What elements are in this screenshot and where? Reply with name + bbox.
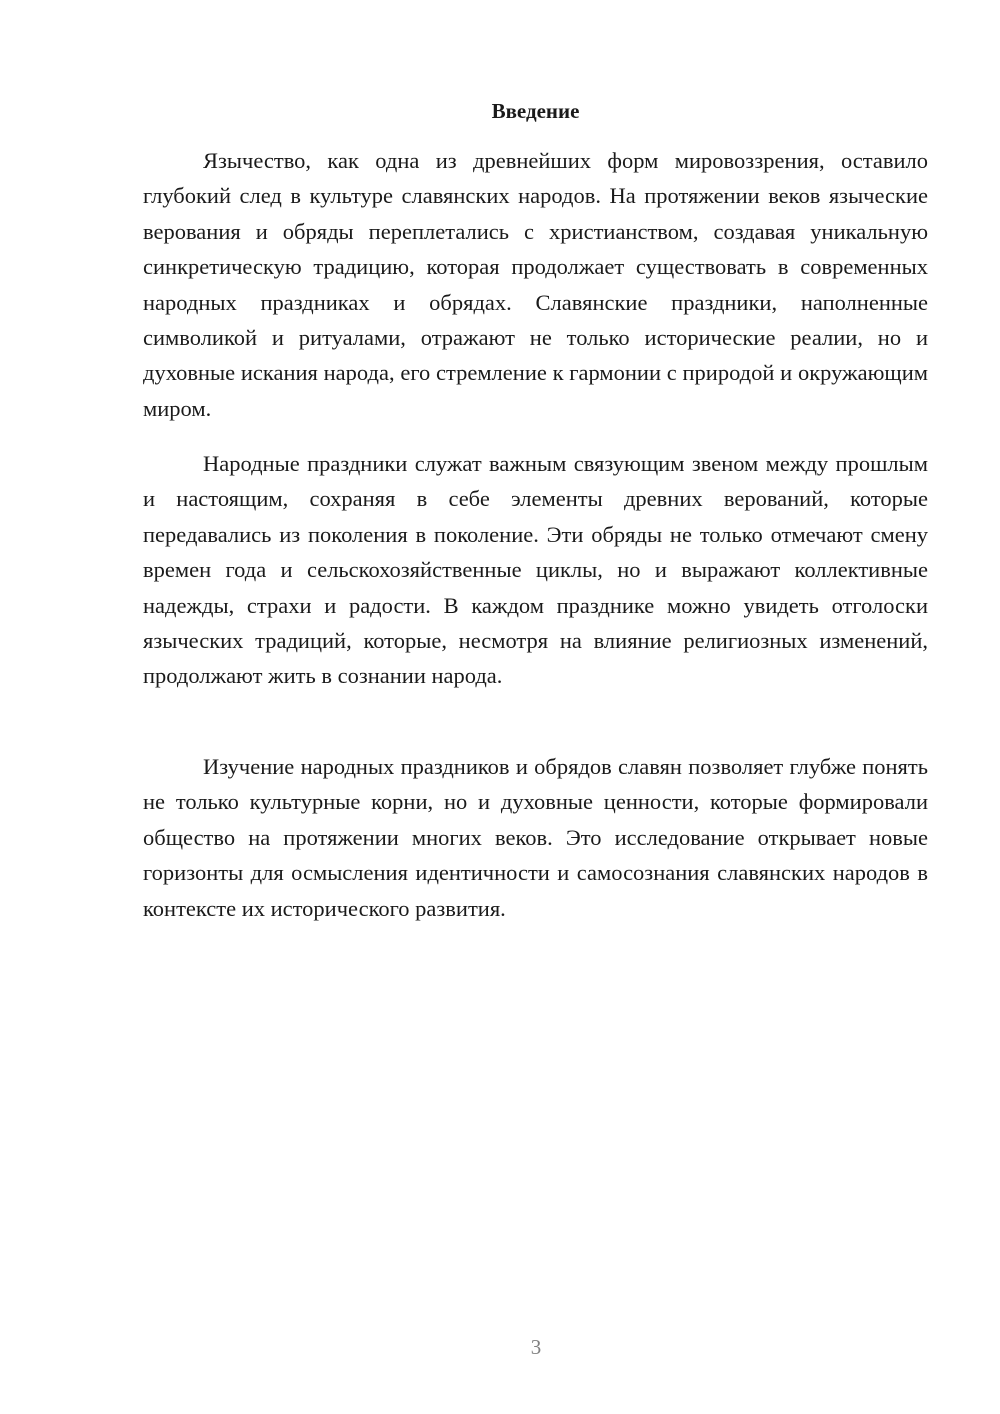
paragraph-1: Язычество, как одна из древнейших форм мировоззрения, оставило глубокий след в культуре славянских народов. На протяжении веков языческие верования и обряды переплетались с христианством, создавая уникальную синкретическую традицию, которая продолжает существовать в современных народных праздниках и обрядах. Славянские праздники, наполненные символикой и ритуалами, отражают не только исторические реалии, но и духовные искания народа, его стремление к гармонии с природой и окружающим миром.	[143, 148, 928, 421]
page-title: Введение	[491, 99, 580, 123]
page-number: 3	[530, 1335, 542, 1359]
paragraph-3: Изучение народных праздников и обрядов славян позволяет глубже понять не только культурные корни, но и духовные ценности, которые формировали общество на протяжении многих веков. Это исследование открывает новые горизонты для осмысления идентичности и самосознания славянских народов в контексте их исторического развития.	[143, 754, 928, 921]
paragraph-2: Народные праздники служат важным связующим звеном между прошлым и настоящим, сохраняя в себе элементы древних верований, которые передавались из поколения в поколение. Эти обряды не только отмечают смену времен года и сельскохозяйственные циклы, но и выражают коллективные надежды, страхи и радости. В каждом празднике можно увидеть отголоски языческих традиций, которые, несмотря на влияние религиозных изменений, продолжают жить в сознании народа.	[143, 451, 928, 689]
